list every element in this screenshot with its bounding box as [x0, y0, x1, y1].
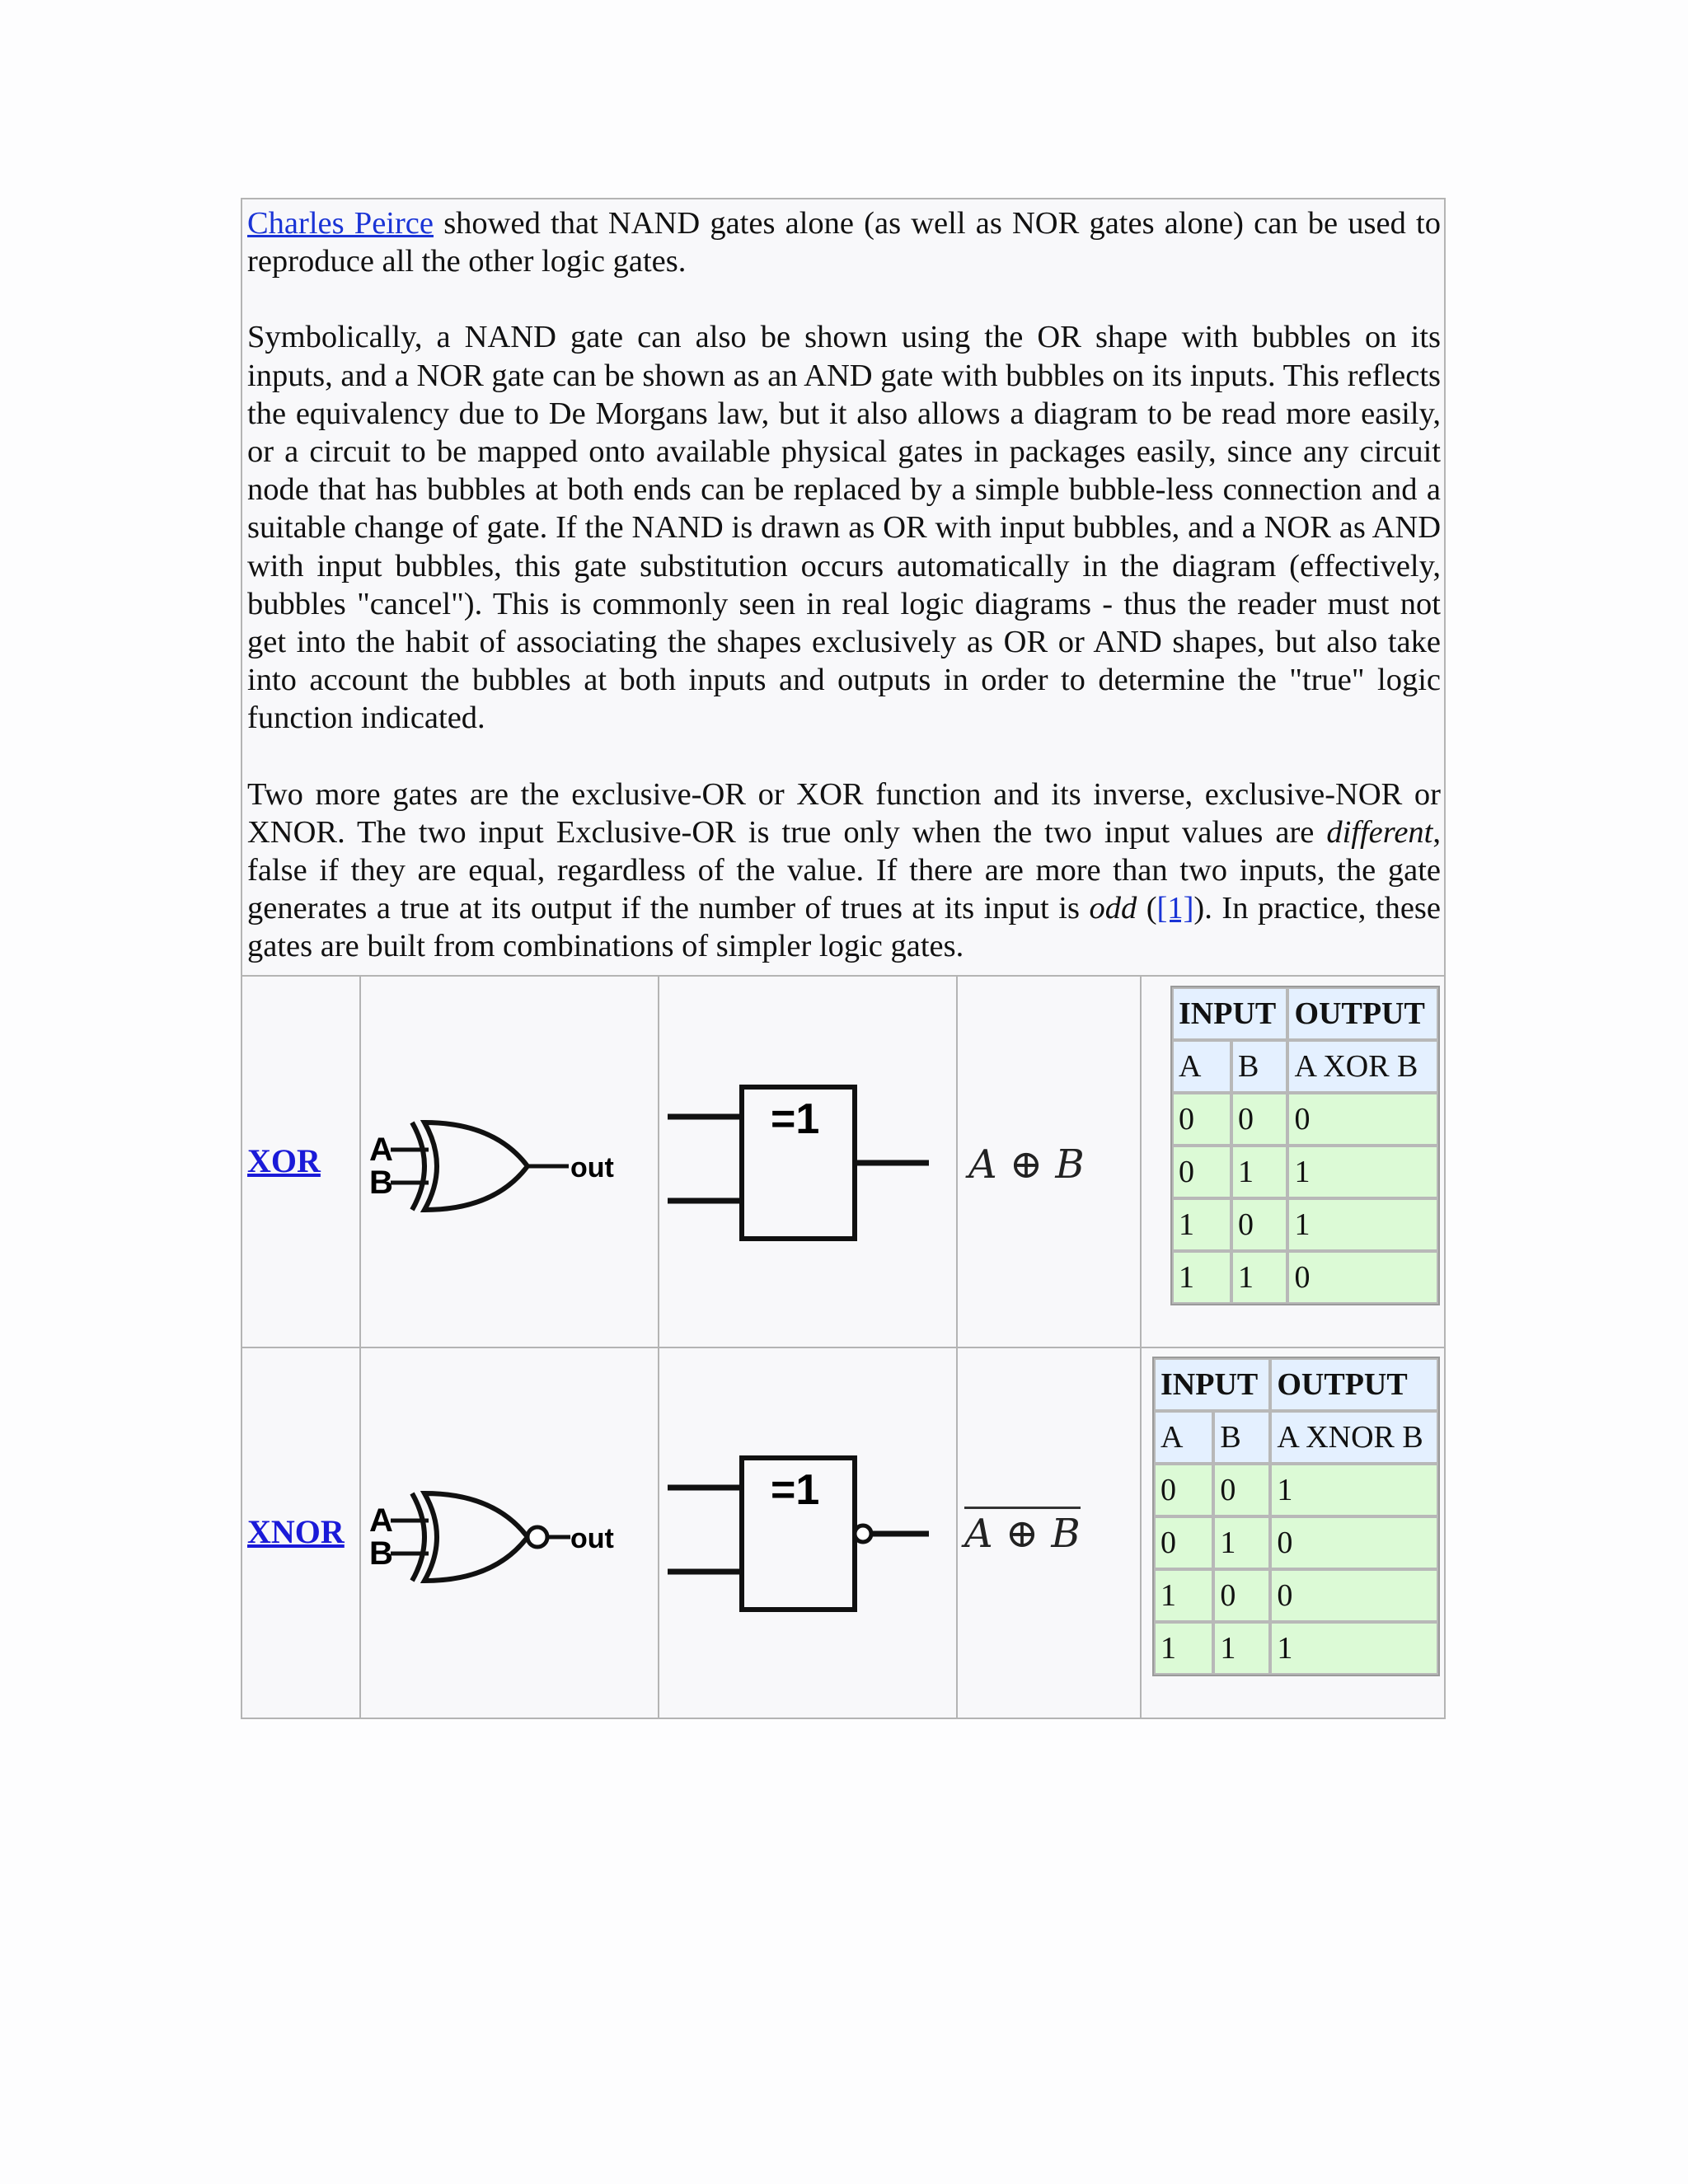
xor-iec-label: =1 [771, 1095, 820, 1143]
xnor-truth-table [1152, 1357, 1440, 1676]
xnor-header-input: INPUT [1154, 1358, 1270, 1411]
charles-peirce-link[interactable]: Charles Peirce [247, 206, 434, 241]
p3-text-c: ( [1137, 891, 1157, 926]
table-row [1154, 1464, 1438, 1516]
table-cell: 0 [1213, 1464, 1270, 1516]
table-cell: 1 [1287, 1146, 1438, 1198]
table-cell: 1 [1270, 1464, 1438, 1516]
intro-paragraph-1-text: showed that NAND gates alone (as well as NOR gates alone) can be used to reproduce all the other logic gates. [247, 206, 1441, 279]
xor-iec-symbol [663, 1084, 935, 1244]
table-cell: 0 [1287, 1093, 1438, 1146]
p3-text-a: Two more gates are the exclusive-OR or XOR function and its inverse, exclusive-NOR or XNOR. The two input Exclusive-OR is true only when the two input values are [247, 776, 1441, 850]
table-row [1172, 1146, 1438, 1198]
table-cell: 0 [1154, 1464, 1213, 1516]
table-cell: 1 [1154, 1569, 1213, 1622]
xor-col-out: A XOR B [1287, 1040, 1438, 1093]
column-divider-3 [956, 975, 958, 1719]
intro-paragraph-1 [247, 204, 1441, 280]
intro-paragraph-3 [247, 776, 1441, 966]
xnor-header-output: OUTPUT [1270, 1358, 1438, 1411]
table-cell: 1 [1270, 1622, 1438, 1675]
table-row [1172, 1093, 1438, 1146]
intro-paragraph-2: Symbolically, a NAND gate can also be shown using the OR shape with bubbles on its inputs, and a NOR gate can be shown as an AND gate with bubbles on its inputs. This reflects the equivalency due to De Morgans law, but it also allows a diagram to be read more easily, or a circuit to be mapped onto available physical gates in packages easily, since any circuit node that has bubbles at both ends can be replaced by a simple bubble-less connection and a suitable change of gate. If the NAND is drawn as OR with input bubbles, and a NOR as AND with input bubbles, this gate substitution occurs automatically in the diagram (effectively, bubbles "cancel"). This is commonly seen in real logic diagrams - thus the reader must not get into the habit of associating the shapes exclusively as OR or AND shapes, but also take into account the bubbles at both inputs and outputs in order to determine the "true" logic function indicated. [247, 320, 1441, 736]
table-cell: 1 [1172, 1251, 1231, 1304]
column-divider-4 [1140, 975, 1142, 1719]
table-cell: 1 [1213, 1622, 1270, 1675]
xnor-expression: A ⊕ B [964, 1507, 1081, 1557]
xor-ansi-symbol [363, 1104, 626, 1228]
xor-expression: A ⊕ B [968, 1141, 1085, 1188]
table-row [1154, 1516, 1438, 1569]
xnor-link[interactable]: XNOR [247, 1513, 345, 1550]
table-cell: 0 [1172, 1146, 1231, 1198]
xnor-ansi-label-out: out [570, 1523, 614, 1554]
xor-col-a: A [1172, 1040, 1231, 1093]
table-cell: 0 [1213, 1569, 1270, 1622]
table-cell: 0 [1270, 1516, 1438, 1569]
xor-truth-table [1170, 986, 1440, 1305]
xnor-col-b: B [1213, 1411, 1270, 1464]
xnor-iec-symbol [663, 1455, 935, 1615]
xor-header-output: OUTPUT [1287, 987, 1438, 1040]
table-cell: 1 [1213, 1516, 1270, 1569]
p3-emphasis-different: different [1326, 814, 1433, 850]
xor-header-input: INPUT [1172, 987, 1287, 1040]
table-cell: 1 [1172, 1198, 1231, 1251]
table-row [1172, 1251, 1438, 1304]
table-cell: 0 [1270, 1569, 1438, 1622]
row-divider-middle [241, 1347, 1446, 1348]
xnor-ansi-label-a: A [369, 1502, 393, 1539]
p3-text-b: , false if they are equal, regardless of the value. If there are more than two inputs, the gate generates a true at its output if the number of trues at its input is [247, 814, 1441, 926]
p3-text-d: ). In practice, these gates are built from combinations of simpler logic gates. [247, 891, 1441, 964]
table-cell: 0 [1231, 1198, 1288, 1251]
table-row [1154, 1622, 1438, 1675]
table-cell: 1 [1287, 1198, 1438, 1251]
xnor-col-a: A [1154, 1411, 1213, 1464]
column-divider-1 [359, 975, 361, 1719]
table-cell: 0 [1172, 1093, 1231, 1146]
table-row [1172, 1198, 1438, 1251]
table-cell: 1 [1154, 1622, 1213, 1675]
column-divider-2 [658, 975, 659, 1719]
table-cell: 0 [1154, 1516, 1213, 1569]
table-cell: 1 [1231, 1146, 1288, 1198]
reference-1-link[interactable]: [1] [1156, 891, 1194, 926]
xor-link[interactable]: XOR [247, 1142, 321, 1179]
xnor-iec-label: =1 [771, 1466, 820, 1514]
xnor-ansi-symbol [363, 1475, 626, 1599]
xor-ansi-label-a: A [369, 1132, 393, 1168]
row-divider-top [241, 975, 1446, 977]
table-cell: 0 [1287, 1251, 1438, 1304]
p3-emphasis-odd: odd [1089, 891, 1137, 926]
table-cell: 0 [1231, 1093, 1288, 1146]
table-row [1154, 1569, 1438, 1622]
table-cell: 1 [1231, 1251, 1288, 1304]
xnor-ansi-label-b: B [369, 1535, 393, 1572]
xor-col-b: B [1231, 1040, 1288, 1093]
xor-ansi-label-out: out [570, 1152, 614, 1183]
xor-ansi-label-b: B [369, 1165, 393, 1201]
xnor-col-out: A XNOR B [1270, 1411, 1438, 1464]
intro-text [247, 204, 1441, 966]
